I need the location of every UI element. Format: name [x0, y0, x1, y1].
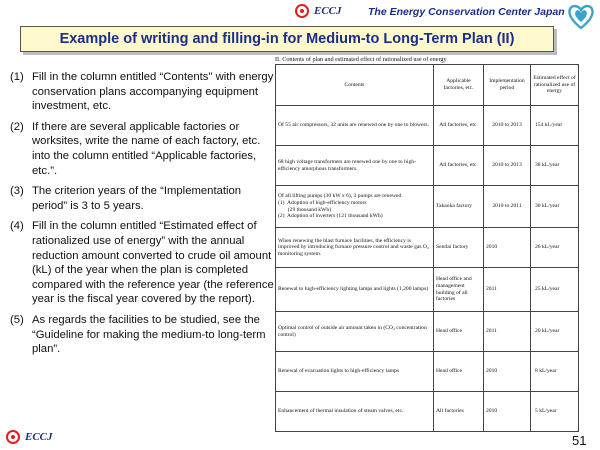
- footer-logo: [6, 430, 53, 444]
- cell-factories: All factories, etc.: [434, 106, 484, 146]
- table-row: [276, 392, 579, 432]
- cell-factories: All factories: [434, 392, 484, 432]
- instruction-text: Fill in the column entitled “Contents" with energy conservation plans accompanying equipment investment, etc.: [32, 71, 274, 113]
- cell-period: 2010: [484, 228, 531, 268]
- cell-effect: 30 kL/year: [531, 186, 579, 228]
- heart-logo-icon: [565, 0, 597, 32]
- cell-effect: 26 kL/year: [531, 228, 579, 268]
- page-number: 51: [572, 433, 587, 448]
- cell-factories: Head office: [434, 352, 484, 392]
- cell-effect: 38 kL/year: [531, 146, 579, 186]
- cell-period: 2010 to 2011: [484, 186, 531, 228]
- cell-contents: Renewal of evacuation lights to high-efficiency lamps: [276, 352, 434, 392]
- cell-period: 2010 to 2013: [484, 106, 531, 146]
- cell-effect: 20 kL/year: [531, 312, 579, 352]
- instruction-text: The criterion years of the “Implementation period” is 3 to 5 years.: [32, 185, 242, 212]
- table-row: [276, 228, 579, 268]
- header-estimated-effect: Estimated effect of rationalized use of energy: [531, 65, 579, 106]
- cell-factories: All factories, etc.: [434, 146, 484, 186]
- cell-contents: Renewal to high-efficiency lighting lamps and lights (1,200 lamps): [276, 268, 434, 312]
- eccj-logo-icon: [6, 430, 20, 444]
- instruction-item: [10, 120, 278, 178]
- header-applicable-factories: Applicable factories, etc.: [434, 65, 484, 106]
- table-row: [276, 312, 579, 352]
- cell-factories: Sendai factory: [434, 228, 484, 268]
- instruction-number: (1): [10, 71, 24, 83]
- cell-contents: Enhancement of thermal insulation of steam valves, etc.: [276, 392, 434, 432]
- instruction-number: (5): [10, 313, 24, 326]
- instruction-item: [10, 219, 278, 307]
- instruction-list: [10, 70, 278, 363]
- eccj-logo-icon: [295, 4, 309, 18]
- cell-contents: When renewing the blast furnace facilities, the efficiency is improved by introducing furnace pressure control and waste gas O₂ monitoring system.: [276, 228, 434, 268]
- cell-contents: Optimal control of outside air amount taken in (CO₂ concentration control): [276, 312, 434, 352]
- cell-effect: 154 kL/year: [531, 106, 579, 146]
- organization-name: The Energy Conservation Center Japan: [368, 6, 565, 18]
- cell-factories: Head office: [434, 312, 484, 352]
- instruction-text: If there are several applicable factories or worksites, write the name of each factory, etc. into the column entitled “Applicable factories, etc.”.: [32, 120, 261, 177]
- cell-effect: 5 kL/year: [531, 392, 579, 432]
- slide-title: Example of writing and filling-in for Medium-to Long-Term Plan (II): [20, 26, 554, 52]
- instruction-number: (2): [10, 120, 24, 133]
- table-row: [276, 146, 579, 186]
- cell-period: 2010: [484, 352, 531, 392]
- cell-period: 2010: [484, 392, 531, 432]
- energy-plan-table: [275, 64, 579, 432]
- header-logo-text: ECCJ: [314, 5, 342, 17]
- table-row: [276, 352, 579, 392]
- instruction-number: (4): [10, 220, 24, 233]
- footer-logo-text: ECCJ: [25, 431, 53, 443]
- cell-contents: 68 high voltage transformers are renewed one by one to high-efficiency amorphous transformers.: [276, 146, 434, 186]
- cell-period: 2011: [484, 268, 531, 312]
- instruction-item: [10, 70, 278, 114]
- cell-factories: Takaoka factory: [434, 186, 484, 228]
- cell-factories: Head office and management building of all factories: [434, 268, 484, 312]
- instruction-text: Fill in the column entitled “Estimated effect of rationalized use of energy” with the annual reduction amount converted to crude oil amount (kL) of the year when the plan is completed compared with the reference year (the reference year is the fiscal year covered by the report).: [32, 220, 274, 306]
- instruction-item: [10, 184, 278, 213]
- instruction-text: As regards the facilities to be studied, see the “Guideline for making the medium-to long-term plan”.: [32, 313, 266, 356]
- cell-effect: 25 kL/year: [531, 268, 579, 312]
- table-row: [276, 268, 579, 312]
- cell-period: 2011: [484, 312, 531, 352]
- cell-contents: Of 55 air compressors, 32 units are renewed one by one to blowers.: [276, 106, 434, 146]
- table-row: [276, 106, 579, 146]
- table-caption: II. Contents of plan and estimated effect of rationalized use of energy: [275, 56, 447, 63]
- table-row: [276, 186, 579, 228]
- table-header-row: [276, 65, 579, 106]
- instruction-number: (3): [10, 185, 24, 198]
- cell-period: 2010 to 2013: [484, 146, 531, 186]
- cell-effect: 8 kL/year: [531, 352, 579, 392]
- cell-contents: Of all lifting pumps (30 kW x 6), 3 pumps are renewed (1) Adoption of high-efficiency motors (29 thousand kWh) (2) Adoption of inverters (121 thousand kWh): [276, 186, 434, 228]
- header-implementation-period: Implementation period: [484, 65, 531, 106]
- header-logo: [295, 4, 342, 18]
- header-contents: Contents: [276, 65, 434, 106]
- instruction-item: [10, 313, 278, 357]
